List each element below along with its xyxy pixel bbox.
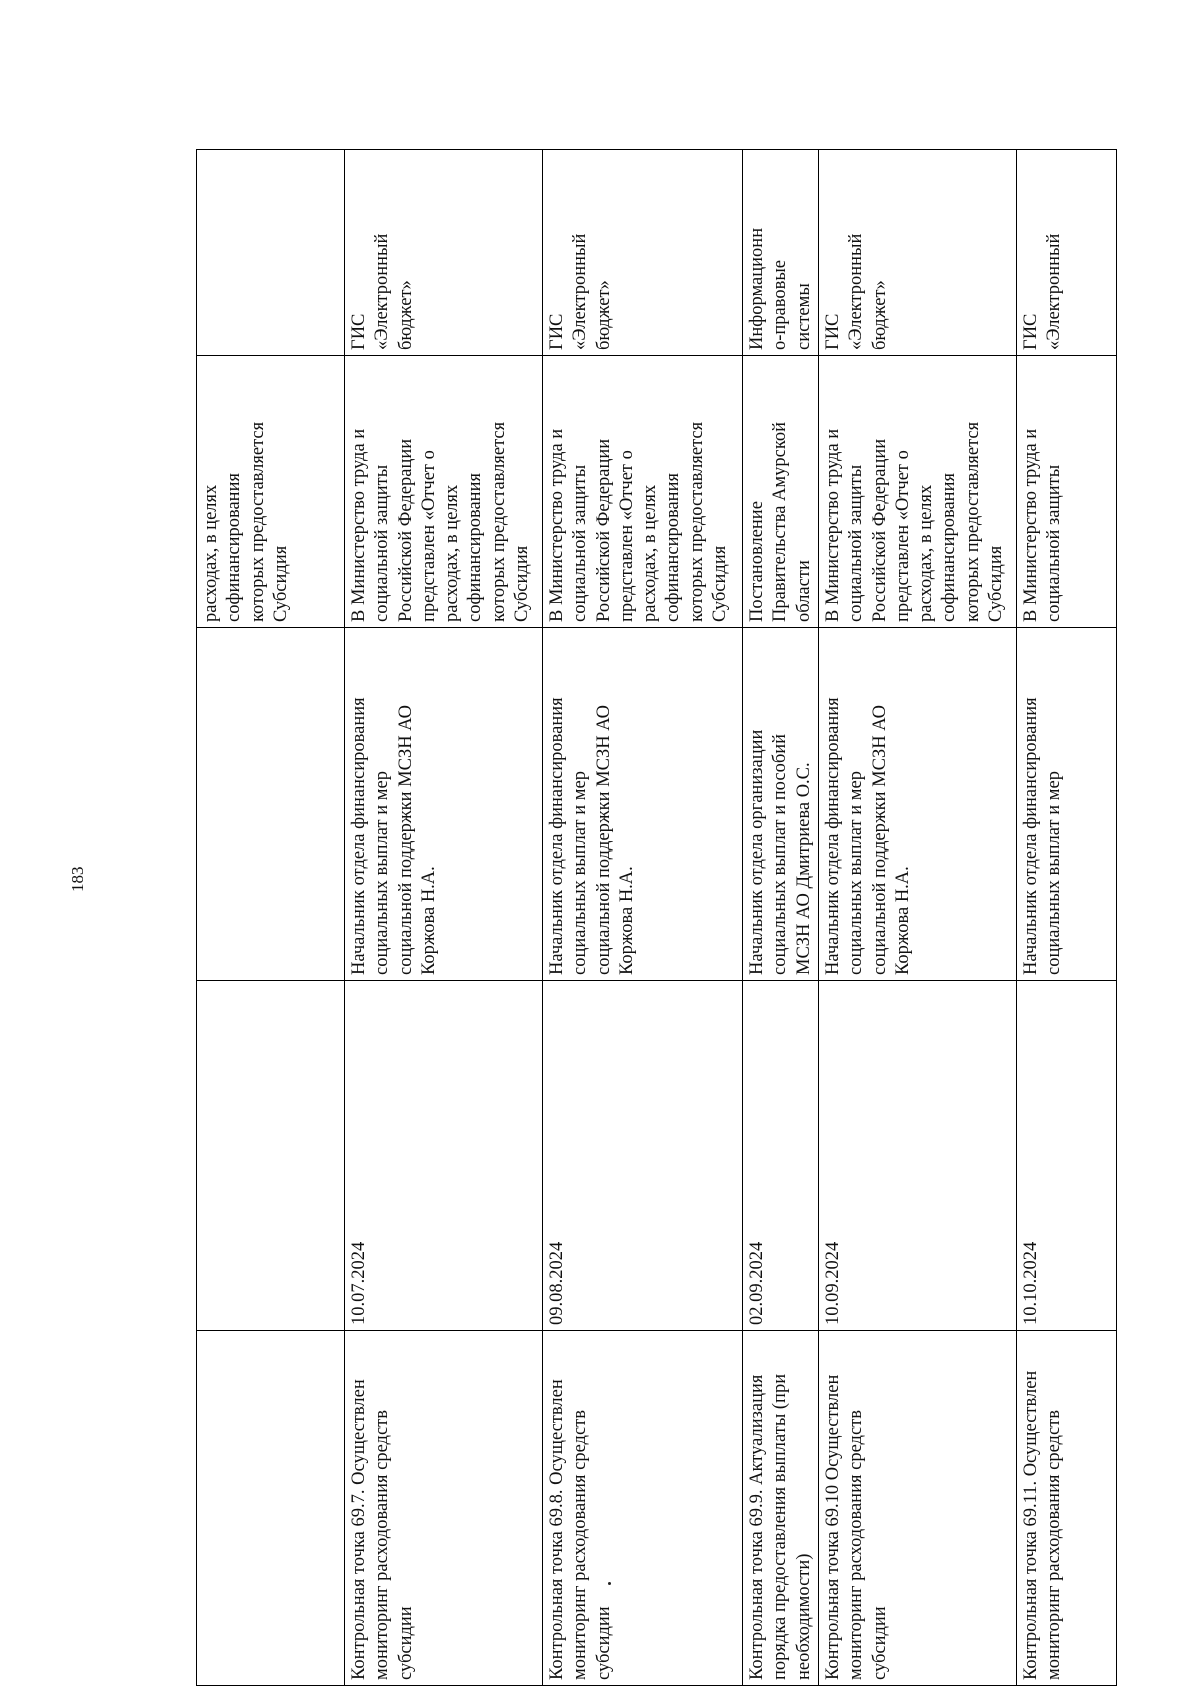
cell-document: расходах, в целях софинансирования которых предоставляется Субсидия <box>197 356 345 628</box>
cell-date: 10.09.2024 <box>819 981 1017 1331</box>
cell-responsible: Начальник отдела финансирования социальных выплат и мер социальной поддержки МСЗН АО Коржова Н.А. <box>543 628 743 981</box>
cell-date <box>197 981 345 1331</box>
cell-control-point: Контрольная точка 69.9. Актуализация порядка предоставления выплаты (при необходимости) <box>743 1331 819 1686</box>
cell-system <box>197 150 345 356</box>
cell-control-point: Контрольная точка 69.10 Осуществлен мониторинг расходования средств субсидии <box>819 1331 1017 1686</box>
table-row <box>197 150 345 1686</box>
cell-responsible <box>197 628 345 981</box>
table-row <box>345 150 543 1686</box>
cell-date: 10.07.2024 <box>345 981 543 1331</box>
cell-date: 02.09.2024 <box>743 981 819 1331</box>
cell-responsible: Начальник отдела финансирования социальных выплат и мер <box>1017 628 1117 981</box>
cell-control-point: Контрольная точка 69.7. Осуществлен мониторинг расходования средств субсидии <box>345 1331 543 1686</box>
cell-document: В Министерство труда и социальной защиты Российской Федерации представлен «Отчет о расходах, в целях софинансирования которых предоставляется Субсидия <box>819 356 1017 628</box>
cell-system: Информационн о-правовые системы <box>743 150 819 356</box>
table-row <box>819 150 1017 1686</box>
cell-date: 09.08.2024 <box>543 981 743 1331</box>
cell-document: В Министерство труда и социальной защиты Российской Федерации представлен «Отчет о расходах, в целях софинансирования которых предоставляется Субсидия <box>345 356 543 628</box>
cell-document: В Министерство труда и социальной защиты <box>1017 356 1117 628</box>
cell-document: В Министерство труда и социальной защиты Российской Федерации представлен «Отчет о расходах, в целях софинансирования которых предоставляется Субсидия <box>543 356 743 628</box>
cell-system: ГИС «Электронный бюджет» <box>543 150 743 356</box>
cell-system: ГИС «Электронный бюджет» <box>345 150 543 356</box>
page-number: 183 <box>68 866 87 892</box>
control-points-table <box>196 149 1117 1686</box>
table-row <box>743 150 819 1686</box>
rotated-table-container <box>196 150 1116 1686</box>
table-row <box>543 150 743 1686</box>
cell-system: ГИС «Электронный бюджет» <box>819 150 1017 356</box>
cell-responsible: Начальник отдела организации социальных выплат и пособий МСЗН АО Дмитриева О.С. <box>743 628 819 981</box>
cell-responsible: Начальник отдела финансирования социальных выплат и мер социальной поддержки МСЗН АО Коржова Н.А. <box>345 628 543 981</box>
cell-system: ГИС «Электронный <box>1017 150 1117 356</box>
cell-document: Постановление Правительства Амурской области <box>743 356 819 628</box>
cell-responsible: Начальник отдела финансирования социальных выплат и мер социальной поддержки МСЗН АО Коржова Н.А. <box>819 628 1017 981</box>
cell-control-point <box>197 1331 345 1686</box>
table-row <box>1017 150 1117 1686</box>
cell-control-point: Контрольная точка 69.11. Осуществлен мониторинг расходования средств <box>1017 1331 1117 1686</box>
cell-date: 10.10.2024 <box>1017 981 1117 1331</box>
cell-control-point: Контрольная точка 69.8. Осуществлен мониторинг расходования средств субсидии <box>543 1331 743 1686</box>
